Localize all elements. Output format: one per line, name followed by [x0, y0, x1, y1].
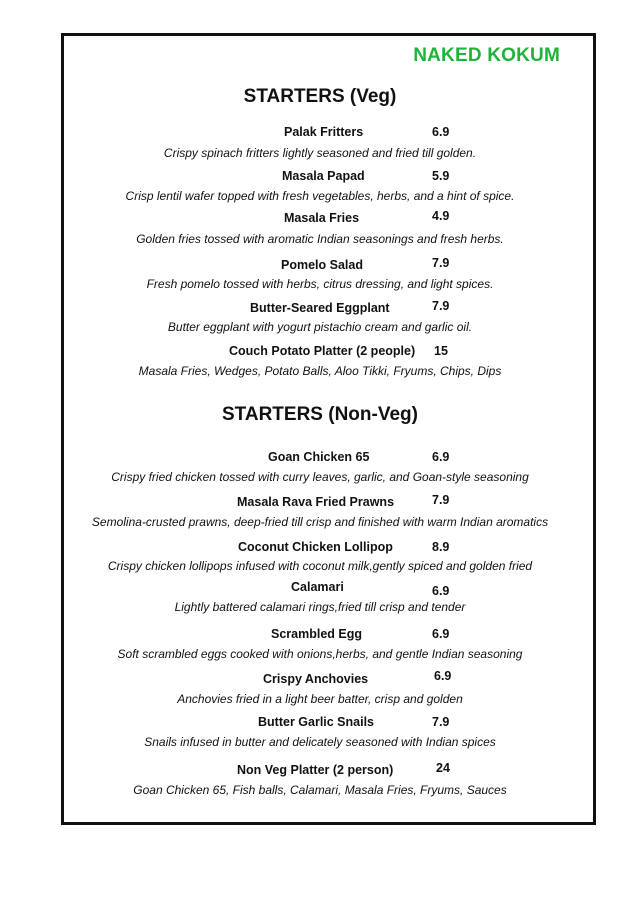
item-price: 7.9 — [432, 256, 450, 270]
item-name: Coconut Chicken Lollipop — [238, 540, 393, 554]
item-price: 6.9 — [434, 669, 452, 683]
item-name: Couch Potato Platter (2 people) — [229, 344, 416, 358]
item-price: 4.9 — [432, 209, 450, 223]
item-description: Soft scrambled eggs cooked with onions,herbs, and gentle Indian seasoning — [117, 647, 523, 661]
item-description: Crispy chicken lollipops infused with coconut milk,gently spiced and golden fried — [107, 559, 533, 573]
menu-item — [0, 258, 640, 276]
menu-item — [0, 169, 640, 187]
item-price: 24 — [436, 761, 450, 775]
item-description: Crispy fried chicken tossed with curry leaves, garlic, and Goan-style seasoning — [111, 470, 529, 484]
item-price: 7.9 — [432, 715, 450, 729]
item-description: Anchovies fried in a light beer batter, crisp and golden — [177, 692, 463, 706]
item-name: Masala Rava Fried Prawns — [237, 495, 395, 509]
section-title-veg: STARTERS (Veg) — [243, 86, 397, 107]
menu-item — [0, 211, 640, 229]
item-description: Butter eggplant with yogurt pistachio cream and garlic oil. — [167, 320, 473, 334]
menu-item — [0, 763, 640, 781]
item-price: 15 — [434, 344, 448, 358]
item-price: 7.9 — [432, 493, 450, 507]
item-description: Semolina-crusted prawns, deep-fried till crisp and finished with warm Indian aromatics — [91, 515, 549, 529]
item-price: 6.9 — [432, 584, 450, 598]
item-name: Butter Garlic Snails — [258, 715, 375, 729]
item-price: 6.9 — [432, 125, 450, 139]
item-name: Butter-Seared Eggplant — [250, 301, 390, 315]
menu-item — [0, 344, 640, 362]
item-description: Golden fries tossed with aromatic Indian seasonings and fresh herbs. — [136, 232, 504, 246]
item-name: Crispy Anchovies — [263, 672, 369, 686]
item-description: Crisp lentil wafer topped with fresh vegetables, herbs, and a hint of spice. — [125, 189, 515, 203]
item-price: 6.9 — [432, 627, 450, 641]
menu-item — [0, 301, 640, 319]
menu-item — [0, 715, 640, 733]
item-description: Goan Chicken 65, Fish balls, Calamari, Masala Fries, Fryums, Sauces — [133, 783, 507, 797]
item-name: Pomelo Salad — [281, 258, 363, 272]
menu-item — [0, 627, 640, 645]
menu-item — [0, 540, 640, 558]
item-name: Scrambled Egg — [271, 627, 362, 641]
item-name: Masala Fries — [284, 211, 360, 225]
brand-name: NAKED KOKUM — [413, 45, 560, 66]
menu-item — [0, 125, 640, 143]
item-description: Lightly battered calamari rings,fried till crisp and tender — [174, 600, 466, 614]
item-description: Masala Fries, Wedges, Potato Balls, Aloo Tikki, Fryums, Chips, Dips — [138, 364, 502, 378]
item-name: Goan Chicken 65 — [268, 450, 370, 464]
item-price: 8.9 — [432, 540, 450, 554]
section-title-nonveg: STARTERS (Non-Veg) — [222, 404, 418, 425]
menu-item — [0, 580, 640, 598]
item-name: Masala Papad — [282, 169, 365, 183]
item-name: Palak Fritters — [284, 125, 364, 139]
item-description: Crispy spinach fritters lightly seasoned and fried till golden. — [163, 146, 477, 160]
item-name: Non Veg Platter (2 person) — [237, 763, 394, 777]
item-description: Fresh pomelo tossed with herbs, citrus dressing, and light spices. — [146, 277, 494, 291]
menu-item — [0, 669, 640, 690]
item-description: Snails infused in butter and delicately seasoned with Indian spices — [144, 735, 496, 749]
item-price: 7.9 — [432, 299, 450, 313]
item-price: 5.9 — [432, 169, 450, 183]
menu-item — [0, 495, 640, 513]
menu-item — [0, 450, 640, 468]
item-price: 6.9 — [432, 450, 450, 464]
item-name: Calamari — [291, 580, 344, 594]
